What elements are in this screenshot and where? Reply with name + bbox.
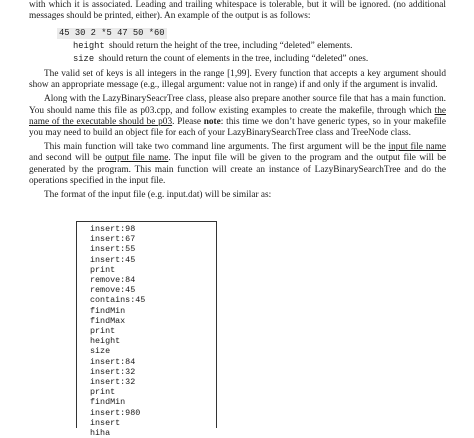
along-with-paragraph bbox=[29, 94, 446, 139]
sample-line: hiha bbox=[90, 428, 111, 438]
size-command: size bbox=[73, 54, 95, 65]
sample-line: findMin bbox=[90, 305, 126, 316]
main-text-3: . The input file will be given to the program and the output file will be generated by the program. This main function will create an instance of LazyBinarySearchTree and do the operations specified in the input file. bbox=[29, 153, 446, 186]
along-text-2: . Please bbox=[172, 116, 204, 127]
along-text-1: Along with the LazyBinarySeacrTree class, please also prepare another source file that has a main function. You should name this file as p03.cpp, and follow existing examples to create the makefile, through which bbox=[29, 94, 446, 116]
sample-line: insert:55 bbox=[90, 244, 136, 255]
height-description bbox=[73, 40, 446, 53]
sample-line: insert:980 bbox=[90, 407, 141, 418]
sample-line: insert:84 bbox=[90, 356, 136, 367]
sample-line: print bbox=[90, 326, 116, 337]
example-output-row bbox=[29, 22, 446, 40]
sample-line: remove:45 bbox=[90, 285, 136, 296]
example-output-code: 45 30 2 *5 47 50 *60 bbox=[59, 28, 165, 39]
sample-line: contains:45 bbox=[90, 295, 146, 306]
note-label: note bbox=[203, 116, 221, 127]
sample-line: insert:98 bbox=[90, 224, 136, 234]
sample-line: insert:67 bbox=[90, 234, 136, 245]
sample-line: insert:32 bbox=[90, 377, 136, 388]
sample-line: findMax bbox=[90, 315, 126, 326]
sample-line: insert:45 bbox=[90, 254, 136, 265]
size-description-text: should return the count of elements in the tree, including “deleted” ones. bbox=[98, 54, 369, 65]
input-file-sample bbox=[76, 221, 217, 438]
sample-line: findMin bbox=[90, 397, 126, 408]
sample-line: height bbox=[90, 336, 121, 347]
sample-line: remove:84 bbox=[90, 275, 136, 286]
main-text-1: This main function will take two command line arguments. The first argument will be the bbox=[44, 142, 389, 153]
sample-line: print bbox=[90, 264, 116, 275]
sample-line: insert:32 bbox=[90, 366, 136, 377]
size-description bbox=[73, 53, 446, 66]
main-text-2: and second will be bbox=[29, 153, 106, 164]
input-format-paragraph: The format of the input file (e.g. input.dat) will be similar as: bbox=[44, 190, 272, 201]
main-function-paragraph bbox=[29, 142, 446, 187]
executable-name-requirement: the name of the executable should be p03 bbox=[29, 105, 446, 127]
sample-line: size bbox=[90, 346, 111, 357]
intro-paragraph: with which it is associated. Leading and trailing whitespace is tolerable, but it will be ignored. (no additional messages should be printed, either). An example of the output is as follows: bbox=[29, 0, 446, 22]
height-description-text: should return the height of the tree, including “deleted” elements. bbox=[109, 41, 353, 52]
valid-keys-paragraph: The valid set of keys is all integers in the range [1,99]. Every function that accepts a key argument should show an appropriate message (e.g., illegal argument: value not in range) if and only if the argument is invalid. bbox=[29, 69, 446, 91]
height-command: height bbox=[73, 41, 105, 52]
along-text-3: : this time we don’t have generic types, so in your makefile you may need to build an object file for each of your LazyBinarySearchTree class and TreeNode class. bbox=[29, 116, 446, 139]
sample-line: print bbox=[90, 387, 116, 398]
output-file-name-term: output file name bbox=[105, 153, 169, 164]
sample-line: insert bbox=[90, 417, 121, 428]
input-file-name-term: input file name bbox=[388, 142, 447, 153]
